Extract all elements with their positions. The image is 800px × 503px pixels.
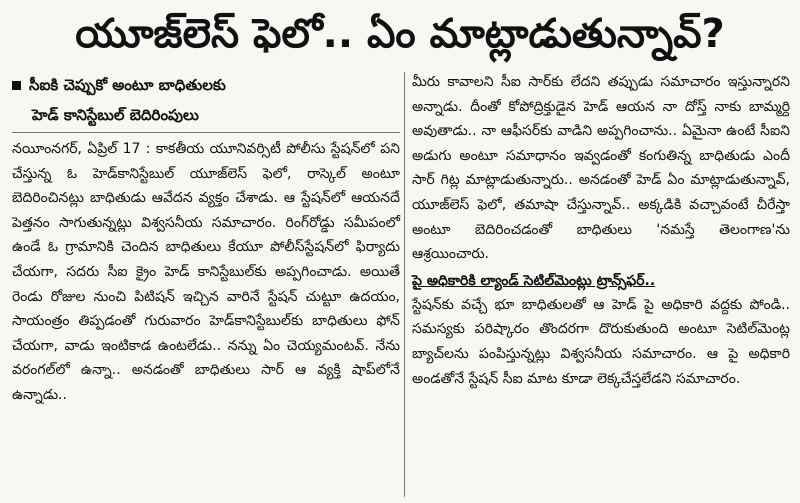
- subhead-line-1: [12, 70, 400, 100]
- right-subhead: పై అధికారికి ల్యాండ్ సెటిల్‌మెంట్లు ట్రాన్స్‌ఫర్..: [412, 272, 656, 289]
- left-body-text: నయీంనగర్, ఏప్రిల్ 17 : కాకతీయ యూనివర్సిటీ పోలీసు స్టేషన్‌లో పని చేస్తున్న ఓ హెడ్‌కానిస్టేబుల్ యూజ్‌లెస్ ఫెలో, రాస్కెల్ అంటూ బెదిరించినట్లు బాధితుడు ఆవేదన వ్యక్తం చేశాడు. ఆ స్టేషన్‌లో ఆయనదే పెత్తనం సాగుతున్నట్లు విశ్వసనీయ సమాచారం. రింగ్‌రోడ్డు సమీపంలో ఉండే ఓ గ్రామానికి చెందిన బాధితులు కేయూ పోలీస్‌స్టేషన్‌లో ఫిర్యాదు చేయగా, సదరు సీఐ క్రైం హెడ్ కానిస్టేబుల్‌కు అప్పగించాడు. అయితే రెండు రోజుల నుంచి పిటిషన్ ఇచ్చిన వారినే స్టేషన్ చుట్టూ ఉదయం, సాయంత్రం తిప్పడంతో గురువారం హెడ్‌కానిస్టేబుల్‌కు బాధితులు ఫోన్ చేయగా, వాడు ఇంటికాడ ఉంటలేడు.. నన్ను ఏం చెయ్యమంటవ్. నేను వరంగల్‌లో ఉన్నా.. అనడంతో బాధితులు సార్ ఆ వ్యక్తి షాప్‌లోనే ఉన్నాడు..: [12, 141, 400, 403]
- subhead-rule: [12, 132, 400, 133]
- right-body-text-1: మీరు కావాలని సీఐ సార్‌కు లేదని తప్పుడు సమాచారం ఇస్తున్నారని అన్నాడు. దీంతో కోపోద్రిక్తుడైన హెడ్ ఆయన నా దోస్త్ నాకు బామ్మర్ది అవుతాడు.. నా ఆఫీసర్‌కు వాడిని అప్పగించాను.. ఏమైనా ఉంటే సీఐని అడుగు అంటూ సమాధానం ఇవ్వడంతో కంగుతిన్న బాధితుడు ఎందీ సార్ గిట్ల మాట్లాడుతున్నారు.. అనడంతో హెడ్ ఏం మాట్లాడుతున్నావ్, యూజ్‌లెస్ ఫెలో, తమాషా చేస్తున్నావ్.. అక్కడికి వచ్చావంటే చీరేస్తా అంటూ బెదిరించడంతో బాధితులు 'నమస్తే తెలంగాణ'ను ఆశ్రయించారు.: [412, 74, 790, 263]
- subhead-line-2: హెడ్ కానిస్టేబుల్ బెదిరింపులు: [32, 106, 199, 124]
- subhead-text-1: సీఐకి చెప్పుకో అంటూ బాధితులకు: [29, 76, 226, 94]
- left-column: [12, 70, 400, 499]
- column-divider: [404, 72, 405, 497]
- headline: యూజ్‌లెస్ ఫెలో.. ఏం మాట్లాడుతున్నావ్?: [75, 11, 725, 57]
- bullet-square-icon: [12, 81, 21, 90]
- right-column: [412, 70, 790, 499]
- right-body-text-2: స్టేషన్‌కు వచ్చే భూ బాధితులతో ఆ హెడ్ పై అధికారి వద్దకు పోండి.. సమస్యకు పరిష్కారం తొందరగా దొరుకుతుంది అంటూ సెటిల్‌మెంట్ల బ్యాచ్‌లను పంపిస్తున్నట్లు విశ్వసనీయ సమాచారం. ఆ పై అధికారి అండతోనే స్టేషన్ సీఐ మాట కూడా లెక్కచేస్తలేడని సమాచారం.: [412, 296, 790, 387]
